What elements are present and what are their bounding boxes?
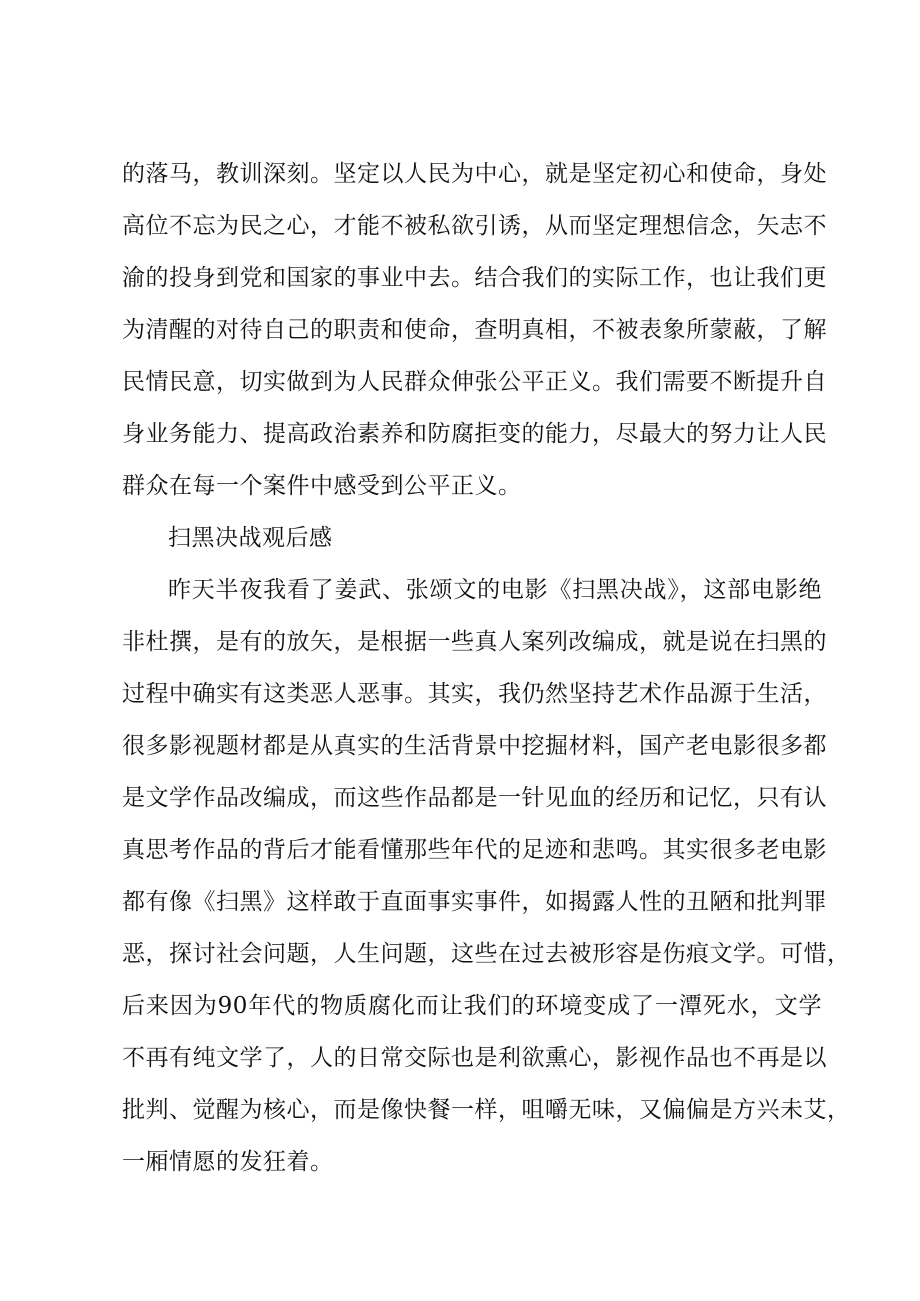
paragraph-2	[122, 564, 851, 1188]
text-line: 真思考作品的背后才能看懂那些年代的足迹和悲鸣。其实很多老电影	[122, 837, 827, 863]
text-line: 民情民意，切实做到为人民群众伸张公平正义。我们需要不断提升自	[122, 369, 827, 395]
text-line: 不再有纯文学了，人的日常交际也是利欲熏心，影视作品也不再是以	[122, 1045, 827, 1071]
text-line: 很多影视题材都是从真实的生活背景中挖掘材料，国产老电影很多都	[122, 733, 827, 759]
text-line: 群众在每一个案件中感受到公平正义。	[122, 473, 522, 499]
document-page	[122, 148, 851, 1188]
text-line: 为清醒的对待自己的职责和使命，查明真相，不被表象所蒙蔽，了解	[122, 317, 827, 343]
text-line: 都有像《扫黑》这样敢于直面事实事件，如揭露人性的丑陋和批判罪	[122, 889, 827, 915]
text-line: 的落马，教训深刻。坚定以人民为中心，就是坚定初心和使命，身处	[122, 161, 827, 187]
section-title: 扫黑决战观后感	[168, 525, 333, 551]
text-line: 恶，探讨社会问题，人生问题，这些在过去被形容是伤痕文学。可惜，	[122, 941, 851, 967]
text-line: 过程中确实有这类恶人恶事。其实，我仍然坚持艺术作品源于生活，	[122, 681, 827, 707]
text-line: 一厢情愿的发狂着。	[122, 1149, 334, 1175]
text-line: 后来因为90年代的物质腐化而让我们的环境变成了一潭死水，文学	[122, 993, 822, 1019]
text-line: 是文学作品改编成，而这些作品都是一针见血的经历和记忆，只有认	[122, 785, 827, 811]
text-line: 非杜撰，是有的放矢，是根据一些真人案列改编成，就是说在扫黑的	[122, 629, 827, 655]
text-line: 高位不忘为民之心，才能不被私欲引诱，从而坚定理想信念，矢志不	[122, 213, 827, 239]
paragraph-1	[122, 148, 827, 512]
text-line: 渝的投身到党和国家的事业中去。结合我们的实际工作，也让我们更	[122, 265, 827, 291]
text-line: 批判、觉醒为核心，而是像快餐一样，咀嚼无味，又偏偏是方兴未艾，	[122, 1097, 851, 1123]
text-line: 昨天半夜我看了姜武、张颂文的电影《扫黑决战》，这部电影绝	[168, 577, 822, 603]
text-line: 身业务能力、提高政治素养和防腐拒变的能力，尽最大的努力让人民	[122, 421, 827, 447]
